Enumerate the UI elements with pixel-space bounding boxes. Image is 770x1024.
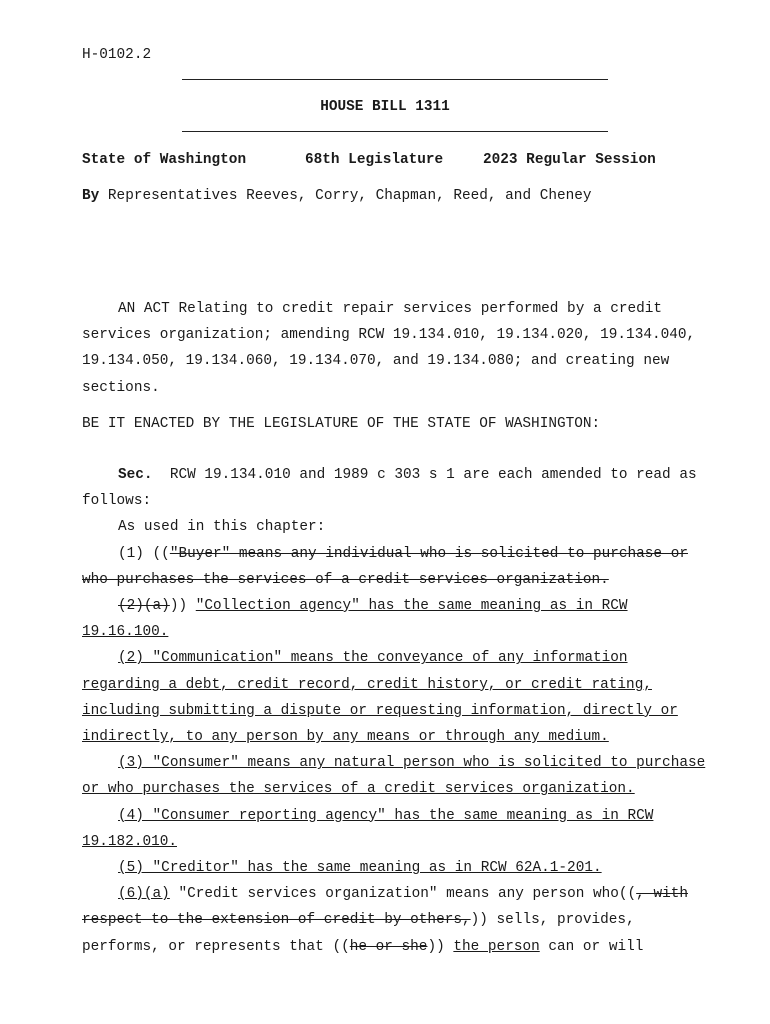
session-label: 2023 Regular Session <box>483 152 656 168</box>
sponsor-names: Representatives Reeves, Corry, Chapman, Reed, and Cheney <box>107 188 592 204</box>
definition-1-struck: "Buyer" means any individual who is solicited to purchase or who purchases the services of a credit services organization. <box>82 545 688 588</box>
definitions-lead: As used in this chapter: <box>118 519 326 536</box>
section-1 <box>82 462 712 960</box>
definition-7-text-1: "Credit services organization" means any person who(( <box>169 886 637 903</box>
by-label: By <box>82 188 100 204</box>
section-intro <box>82 462 712 514</box>
act-title <box>82 296 712 401</box>
definition-3-inserted: (2) "Communication" means the conveyance of any information regarding a debt, credit record, credit history, or credit rating, including submitting a dispute or requesting information, directly or indirectly, to any person by any means or through any medium. <box>82 650 678 746</box>
definition-7-number: (6)(a) <box>118 886 170 903</box>
act-title-text: AN ACT Relating to credit repair services performed by a credit services organization; amending RCW 19.134.010, 19.134.020, 19.134.040, 19.134.050, 19.134.060, 19.134.070, and 19.134.080; and creating new sections. <box>82 301 696 396</box>
definition-4 <box>82 750 712 802</box>
definition-2-mid: )) <box>169 598 196 615</box>
document-id: H-0102.2 <box>82 47 152 63</box>
section-label: Sec. <box>118 467 153 483</box>
definition-7-struck-2: he or she <box>349 938 428 955</box>
legislature-label: 68th Legislature <box>305 152 444 168</box>
definition-7 <box>82 881 712 960</box>
bill-title: HOUSE BILL 1311 <box>320 99 450 115</box>
definition-7-inserted: the person <box>453 938 540 955</box>
section-intro-text: RCW 19.134.010 and 1989 c 303 s 1 are each amended to read as follows: <box>82 467 706 510</box>
state-label: State of Washington <box>82 152 247 168</box>
definition-2-inserted: "Collection agency" has the same meaning as in RCW 19.16.100. <box>82 598 628 641</box>
definition-5 <box>82 803 712 855</box>
definition-2-struck: (2)(a) <box>118 598 170 615</box>
definition-6 <box>82 855 712 881</box>
definition-7-struck-1: , with respect to the extension of credit by others, <box>82 886 688 929</box>
definition-1-prefix: (1) (( <box>118 545 170 562</box>
definition-3 <box>82 645 712 750</box>
definition-7-text-4: can or will <box>539 938 644 955</box>
title-rule-bottom <box>182 131 608 132</box>
sponsors-line <box>82 187 592 205</box>
enacting-clause <box>82 411 712 437</box>
definition-1 <box>82 541 712 593</box>
definition-2 <box>82 593 712 645</box>
definition-4-inserted: (3) "Consumer" means any natural person who is solicited to purchase or who purchases the services of a credit services organization. <box>82 755 706 798</box>
enacting-clause-text: BE IT ENACTED BY THE LEGISLATURE OF THE STATE OF WASHINGTON: <box>82 416 601 432</box>
title-rule-top <box>182 79 608 80</box>
definition-5-inserted: (4) "Consumer reporting agency" has the same meaning as in RCW 19.182.010. <box>82 807 654 850</box>
definition-6-inserted: (5) "Creditor" has the same meaning as in RCW 62A.1-201. <box>118 860 602 877</box>
definition-7-text-3: )) <box>427 938 454 955</box>
definition-7-text-2: )) sells, provides, performs, or represents that (( <box>82 912 635 955</box>
